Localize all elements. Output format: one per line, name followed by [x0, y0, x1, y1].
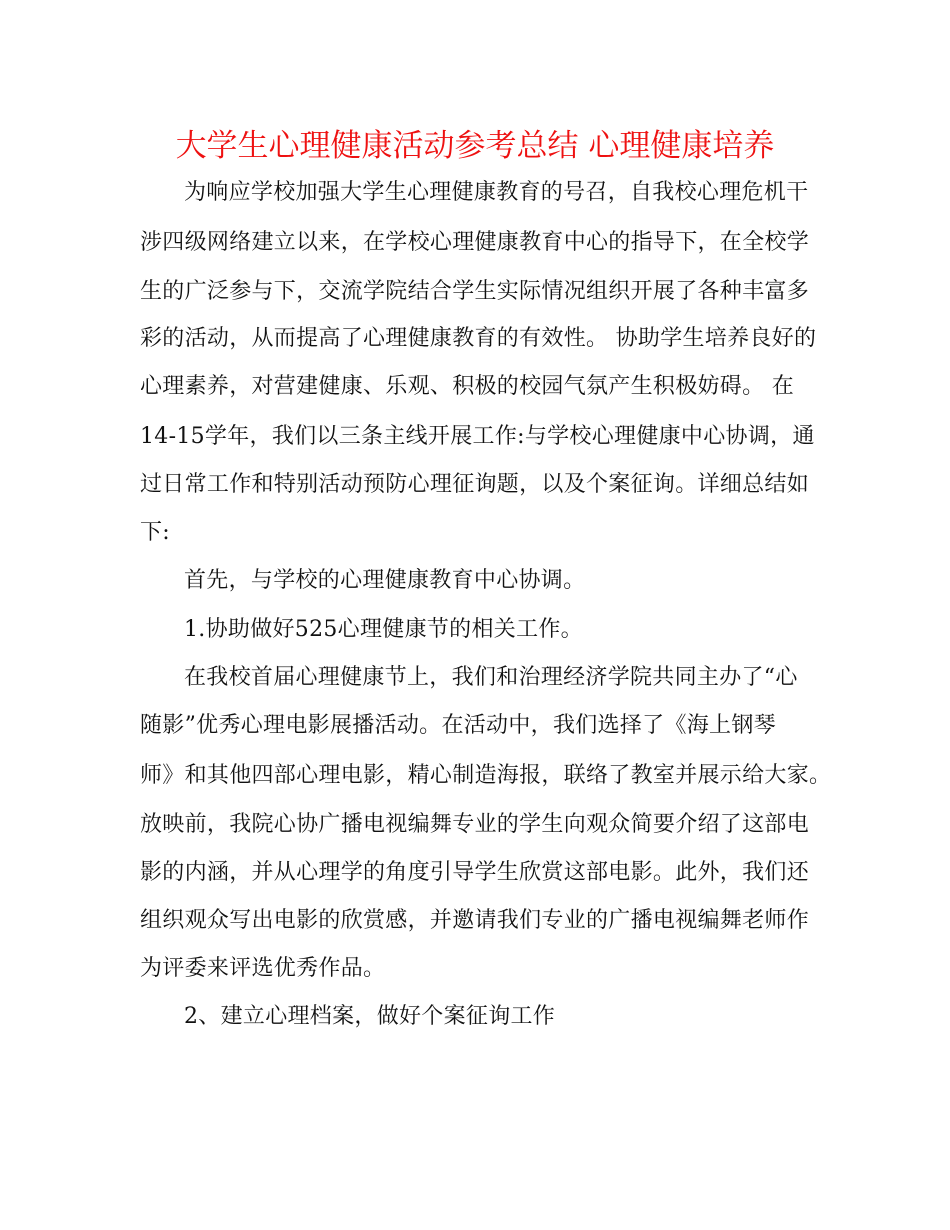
paragraph-line: 彩的活动，从而提高了心理健康教育的有效性。 协助学生培养良好的 [140, 326, 817, 351]
paragraph-line: 首先，与学校的心理健康教育中心协调。 [184, 568, 586, 593]
paragraph-line: 影的内涵，并从心理学的角度引导学生欣赏这部电影。此外，我们还 [140, 860, 810, 885]
paragraph-line: 心理素养，对营建健康、乐观、积极的校园气氛产生积极妨碍。 在 [140, 374, 794, 399]
paragraph-line: 放映前，我院心协广播电视编舞专业的学生向观众简要介绍了这部电 [140, 812, 810, 837]
paragraph-line: 组织观众写出电影的欣赏感，并邀请我们专业的广播电视编舞老师作 [140, 908, 810, 933]
paragraph-line: 随影”优秀心理电影展播活动。在活动中，我们选择了《海上钢琴 [140, 713, 776, 738]
paragraph-line: 下: [140, 520, 171, 545]
paragraph-line: 1.协助做好525心理健康节的相关工作。 [184, 617, 583, 642]
paragraph-line: 过日常工作和特别活动预防心理征询题，以及个案征询。详细总结如 [140, 472, 810, 497]
document-title: 大学生心理健康活动参考总结 心理健康培养 [175, 128, 775, 164]
paragraph-line: 生的广泛参与下，交流学院结合学生实际情况组织开展了各种丰富多 [140, 279, 810, 304]
paragraph-line: 涉四级网络建立以来，在学校心理健康教育中心的指导下，在全校学 [140, 230, 810, 255]
paragraph-line: 为评委来评选优秀作品。 [140, 956, 386, 981]
paragraph-line: 为响应学校加强大学生心理健康教育的号召，自我校心理危机干 [184, 180, 809, 205]
paragraph-line: 2、建立心理档案，做好个案征询工作 [184, 1004, 556, 1029]
paragraph-line: 师》和其他四部心理电影，精心制造海报，联络了教室并展示给大家。 [140, 763, 832, 788]
paragraph-line: 14-15学年，我们以三条主线开展工作:与学校心理健康中心协调，通 [140, 424, 815, 449]
paragraph-line: 在我校首届心理健康节上，我们和治理经济学院共同主办了“心 [184, 665, 798, 690]
